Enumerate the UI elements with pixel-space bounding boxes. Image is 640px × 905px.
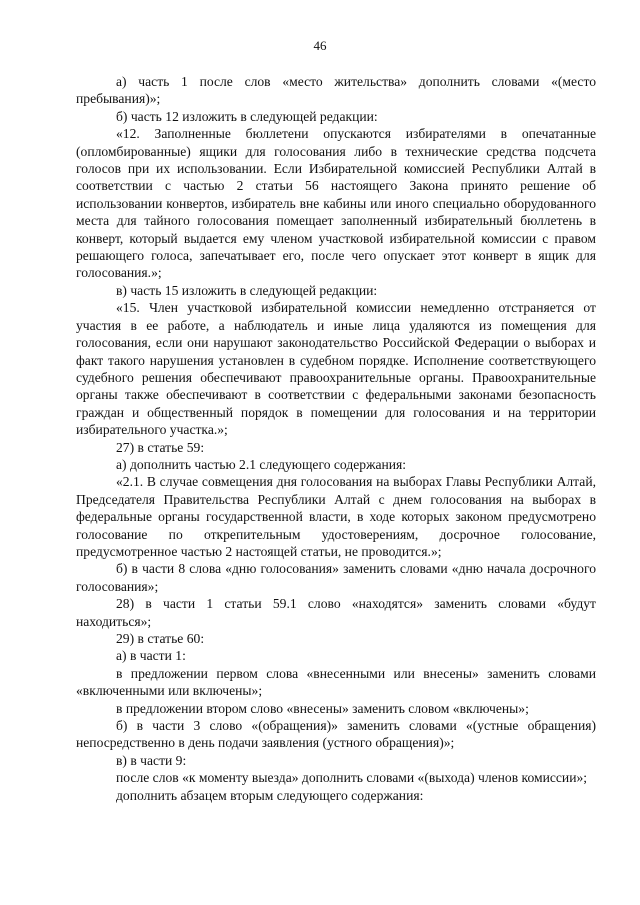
page-number: 46 [313,38,327,53]
paragraph: после слов «к моменту выезда» дополнить словами «(выхода) членов комиссии»; [116,770,588,786]
paragraph: 27) в статье 59: [116,439,205,455]
paragraph: «2.1. В случае совмещения дня голосования на выборах Главы Республики Алтай, Председателя Правительства Республики Алтай с днем голосования на выборах в федеральные органы государственной власти, в ходе которых законом предусмотрено голосование по открепительным удостоверениям, досрочное голосование, предусмотренное частью 2 настоящей статьи, не проводится.»; [76,474,596,559]
paragraph: б) в части 3 слово «(обращения)» заменить словами «(устные обращения) непосредственно в день подачи заявления (устного обращения)»; [76,718,596,751]
paragraph: в предложении втором слово «внесены» заменить словом «включены»; [116,700,529,716]
document-body [76,73,596,804]
paragraph: в) часть 15 изложить в следующей редакции: [116,282,378,298]
paragraph: б) в части 8 слова «дню голосования» заменить словами «дню начала досрочного голосования»; [76,561,596,594]
paragraph: в) в части 9: [116,752,187,768]
paragraph: «12. Заполненные бюллетени опускаются избирателями в опечатанные (опломбированные) ящики для голосования либо в технические средства подсчета голосов при их использовании. Если Избирательной комиссией Республики Алтай в соответствии с частью 2 статьи 56 настоящего Закона принято решение об использовании конвертов, избиратель вне кабины или иного специально оборудованного места для тайного голосования помещает заполненный избирательный бюллетень в конверт, который выдается ему членом участковой избирательной комиссии с правом решающего голоса, запечатывает его, после чего опускает этот конверт в ящик для голосования.»; [76,126,596,281]
paragraph: б) часть 12 изложить в следующей редакции: [116,108,378,124]
paragraph: дополнить абзацем вторым следующего содержания: [116,787,424,803]
paragraph: «15. Член участковой избирательной комиссии немедленно отстраняется от участия в ее работе, а наблюдатель и иные лица удаляются из помещения для голосования, если они нарушают законодательство Российской Федерации о выборах и факт такого нарушения установлен в судебном порядке. Исполнение соответствующего судебного решения обеспечивают правоохранительные органы. Правоохранительные органы также обеспечивают в соответствии с федеральными законами безопасность граждан и общественный порядок в помещении для голосования и на территории избирательного участка.»; [76,300,596,438]
paragraph: а) в части 1: [116,648,186,664]
paragraph: 29) в статье 60: [116,631,205,646]
paragraph: 28) в части 1 статьи 59.1 слово «находятся» заменить словами «будут находиться»; [76,596,596,629]
paragraph: в предложении первом слова «внесенными или внесены» заменить словами «включенными или включены»; [76,665,596,699]
paragraph: а) дополнить частью 2.1 следующего содержания: [116,456,407,472]
paragraph: а) часть 1 после слов «место жительства» дополнить словами «(место пребывания)»; [76,74,596,107]
